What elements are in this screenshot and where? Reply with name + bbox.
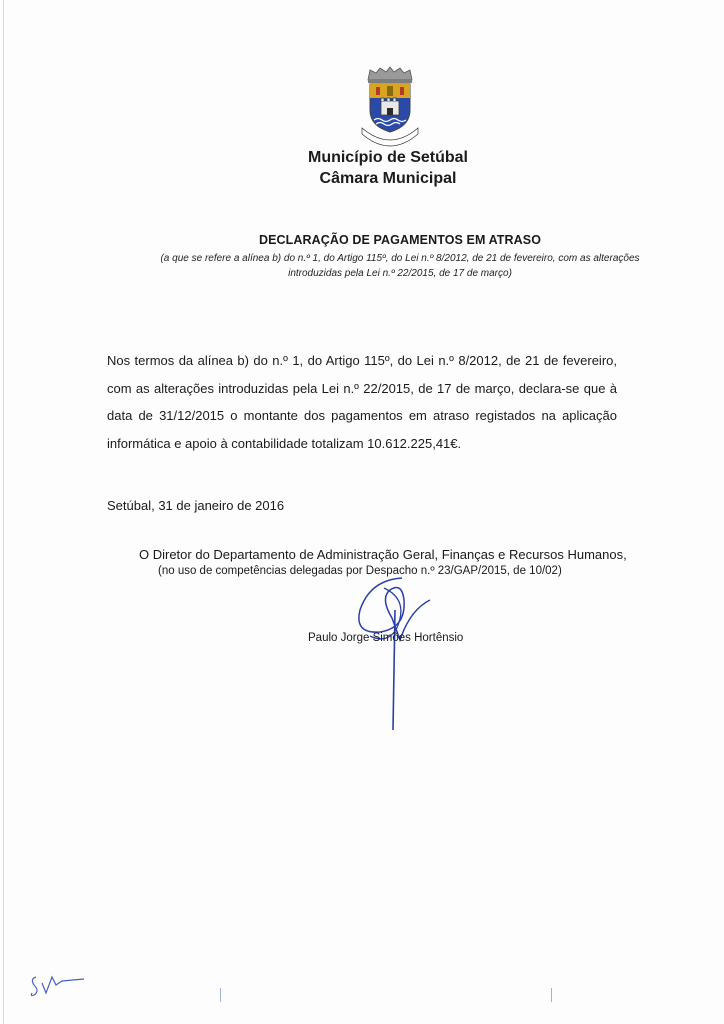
signatory-role: O Diretor do Departamento de Administração Geral, Finanças e Recursos Humanos, — [139, 547, 627, 562]
page-edge-line — [3, 0, 4, 1024]
declaration-body: Nos termos da alínea b) do n.º 1, do Artigo 115º, do Lei n.º 8/2012, de 21 de fevereiro, com as alterações introduzidas pela Lei n.º 22/2015, de 17 de março, declara-se que à data de 31/12/2015 o montante dos pagamentos em atraso registados na aplicação informática e apoio à contabilidade totalizam 10.612.225,41€. — [107, 353, 617, 451]
scan-mark-right — [551, 988, 552, 1002]
place-and-date: Setúbal, 31 de janeiro de 2016 — [107, 498, 285, 513]
handwritten-signature — [340, 570, 450, 730]
document-subtitle: (a que se refere a alínea b) do n.º 1, do Artigo 115º, do Lei n.º 8/2012, de 21 de fevereiro, com as alterações introduzidas pela Lei n.º 22/2015, de 17 de março) — [160, 253, 640, 279]
document-title: DECLARAÇÃO DE PAGAMENTOS EM ATRASO — [258, 233, 542, 247]
scan-mark-left — [220, 988, 221, 1002]
council-name: Câmara Municipal — [319, 170, 457, 187]
municipal-coat-of-arms — [356, 66, 424, 148]
municipality-name: Município de Setúbal — [307, 149, 468, 166]
signatory-name: Paulo Jorge Simões Hortênsio — [308, 632, 464, 644]
signatory-delegation: (no uso de competências delegadas por Despacho n.º 23/GAP/2015, de 10/02) — [158, 565, 562, 577]
handwritten-initials — [28, 965, 88, 1000]
